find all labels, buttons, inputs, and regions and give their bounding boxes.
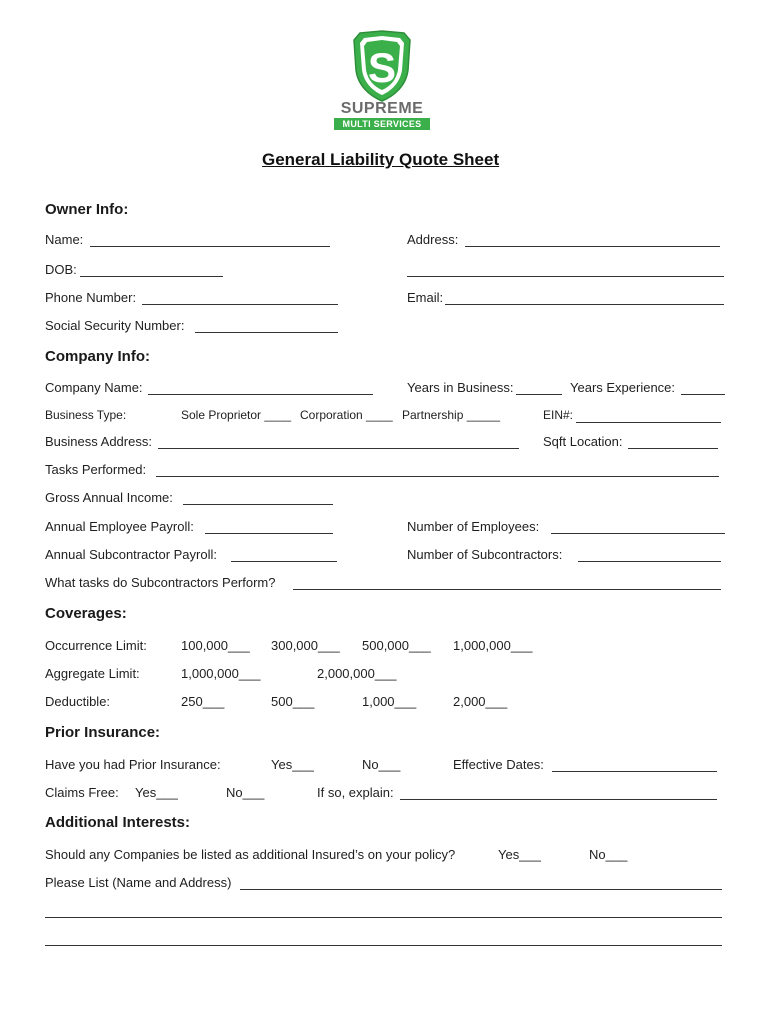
claims-free-label: Claims Free: bbox=[45, 785, 119, 800]
prior-insurance-question: Have you had Prior Insurance: bbox=[45, 757, 221, 772]
partnership-option[interactable]: Partnership _____ bbox=[402, 408, 501, 422]
deductible-500-option[interactable]: 500___ bbox=[271, 694, 315, 709]
owner-phone-label: Phone Number: bbox=[45, 290, 137, 305]
please-list-field-3[interactable] bbox=[45, 945, 722, 946]
subcontractor-payroll-label: Annual Subcontractor Payroll: bbox=[45, 547, 217, 562]
deductible-1000-option[interactable]: 1,000___ bbox=[362, 694, 417, 709]
claims-free-yes-option[interactable]: Yes___ bbox=[135, 785, 178, 800]
explain-label: If so, explain: bbox=[317, 785, 394, 800]
aggregate-limit-label: Aggregate Limit: bbox=[45, 666, 140, 681]
logo-subname: MULTI SERVICES bbox=[334, 118, 430, 130]
sqft-field[interactable] bbox=[628, 448, 718, 449]
please-list-field[interactable] bbox=[240, 889, 722, 890]
gross-income-field[interactable] bbox=[183, 504, 333, 505]
aggregate-2m-option[interactable]: 2,000,000___ bbox=[317, 666, 397, 681]
num-employees-label: Number of Employees: bbox=[407, 519, 540, 534]
additional-insured-no-option[interactable]: No___ bbox=[589, 847, 628, 862]
occurrence-500k-option[interactable]: 500,000___ bbox=[362, 638, 431, 653]
deductible-2000-option[interactable]: 2,000___ bbox=[453, 694, 508, 709]
company-name-field[interactable] bbox=[148, 394, 373, 395]
prior-insurance-yes-option[interactable]: Yes___ bbox=[271, 757, 314, 772]
owner-dob-label: DOB: bbox=[45, 262, 77, 277]
owner-ssn-label: Social Security Number: bbox=[45, 318, 185, 333]
aggregate-1m-option[interactable]: 1,000,000___ bbox=[181, 666, 261, 681]
coverages-heading: Coverages: bbox=[45, 605, 127, 622]
deductible-label: Deductible: bbox=[45, 694, 111, 709]
occurrence-300k-option[interactable]: 300,000___ bbox=[271, 638, 340, 653]
owner-name-label: Name: bbox=[45, 232, 84, 247]
business-address-field[interactable] bbox=[158, 448, 519, 449]
tasks-performed-field[interactable] bbox=[156, 476, 719, 477]
employee-payroll-field[interactable] bbox=[205, 533, 333, 534]
occurrence-1m-option[interactable]: 1,000,000___ bbox=[453, 638, 533, 653]
business-type-label: Business Type: bbox=[45, 408, 127, 422]
owner-address-field[interactable] bbox=[465, 246, 720, 247]
deductible-250-option[interactable]: 250___ bbox=[181, 694, 225, 709]
years-business-label: Years in Business: bbox=[407, 380, 514, 395]
prior-insurance-no-option[interactable]: No___ bbox=[362, 757, 401, 772]
logo-name: SUPREME bbox=[340, 100, 424, 117]
please-list-label: Please List (Name and Address) bbox=[45, 875, 232, 890]
owner-email-label: Email: bbox=[407, 290, 444, 305]
occurrence-limit-label: Occurrence Limit: bbox=[45, 638, 147, 653]
owner-name-field[interactable] bbox=[90, 246, 330, 247]
effective-dates-field[interactable] bbox=[552, 771, 717, 772]
page-title: General Liability Quote Sheet bbox=[262, 150, 500, 169]
owner-dob-field[interactable] bbox=[80, 276, 223, 277]
years-business-field[interactable] bbox=[516, 394, 562, 395]
occurrence-100k-option[interactable]: 100,000___ bbox=[181, 638, 250, 653]
employee-payroll-label: Annual Employee Payroll: bbox=[45, 519, 194, 534]
subcontractor-tasks-label: What tasks do Subcontractors Perform? bbox=[45, 575, 276, 590]
svg-text:S: S bbox=[367, 44, 397, 91]
subcontractor-tasks-field[interactable] bbox=[293, 589, 721, 590]
num-subcontractors-label: Number of Subcontractors: bbox=[407, 547, 563, 562]
additional-insured-yes-option[interactable]: Yes___ bbox=[498, 847, 541, 862]
ein-label: EIN#: bbox=[543, 408, 574, 422]
owner-address-label: Address: bbox=[407, 232, 459, 247]
claims-free-no-option[interactable]: No___ bbox=[226, 785, 265, 800]
business-address-label: Business Address: bbox=[45, 434, 152, 449]
explain-field[interactable] bbox=[400, 799, 717, 800]
years-experience-field[interactable] bbox=[681, 394, 725, 395]
owner-email-field[interactable] bbox=[445, 304, 724, 305]
effective-dates-label: Effective Dates: bbox=[453, 757, 544, 772]
prior-insurance-heading: Prior Insurance: bbox=[45, 724, 161, 741]
subcontractor-payroll-field[interactable] bbox=[231, 561, 337, 562]
please-list-field-2[interactable] bbox=[45, 917, 722, 918]
additional-insured-question: Should any Companies be listed as additional Insured’s on your policy? bbox=[45, 847, 456, 862]
num-employees-field[interactable] bbox=[551, 533, 725, 534]
additional-interests-heading: Additional Interests: bbox=[45, 814, 191, 831]
gross-income-label: Gross Annual Income: bbox=[45, 490, 173, 505]
shield-logo-icon bbox=[330, 30, 434, 102]
num-subcontractors-field[interactable] bbox=[578, 561, 721, 562]
company-name-label: Company Name: bbox=[45, 380, 143, 395]
owner-ssn-field[interactable] bbox=[195, 332, 338, 333]
sole-proprietor-option[interactable]: Sole Proprietor ____ bbox=[181, 408, 292, 422]
tasks-performed-label: Tasks Performed: bbox=[45, 462, 147, 477]
owner-info-heading: Owner Info: bbox=[45, 201, 129, 218]
owner-address-field-2[interactable] bbox=[407, 276, 724, 277]
company-logo bbox=[330, 30, 434, 132]
corporation-option[interactable]: Corporation ____ bbox=[300, 408, 393, 422]
ein-field[interactable] bbox=[576, 422, 721, 423]
owner-phone-field[interactable] bbox=[142, 304, 338, 305]
years-experience-label: Years Experience: bbox=[570, 380, 676, 395]
company-info-heading: Company Info: bbox=[45, 348, 150, 365]
sqft-label: Sqft Location: bbox=[543, 434, 623, 449]
